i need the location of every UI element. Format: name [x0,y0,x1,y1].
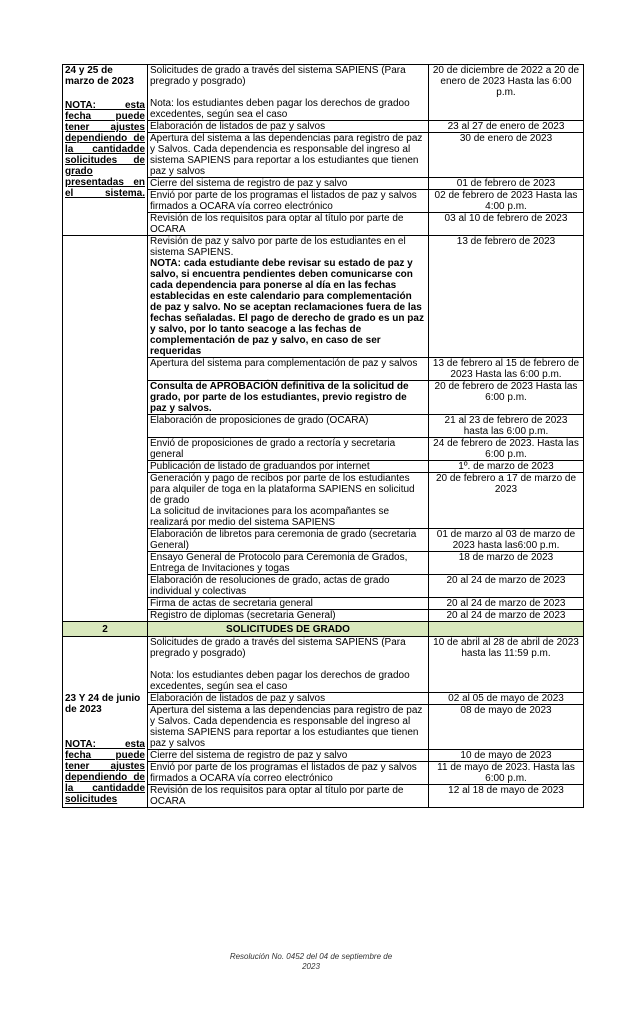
activity-cell: Firma de actas de secretaria general [148,598,429,610]
calendar-table [62,64,584,808]
activity-cell: Cierre del sistema de registro de paz y salvo [148,178,429,190]
date-cell: 10 de mayo de 2023 [429,750,584,762]
section-empty [429,622,584,637]
activity-cell: Elaboración de resoluciones de grado, actas de grado individual y colectivas [148,575,429,598]
activity-cell: Envió de proposiciones de grado a rectoría y secretaria general [148,438,429,461]
date-cell: 23 al 27 de enero de 2023 [429,121,584,133]
activity-cell: Apertura del sistema a las dependencias para registro de paz y Salvos. Cada dependencia es responsable del ingreso al sistema SAPIENS para reportar a los estudiantes que tienen paz y salvos [148,705,429,750]
activity-cell: Solicitudes de grado a través del sistema SAPIENS (Para pregrado y posgrado) Nota: los estudiantes deben pagar los derechos de gradoo excedentes, según sea el caso [148,637,429,693]
activity-cell: Envió por parte de los programas el listados de paz y salvos firmados a OCARA vía correo electrónico [148,762,429,785]
section-number: 2 [63,622,148,637]
section-title: SOLICITUDES DE GRADO [148,622,429,637]
activity-cell: Elaboración de listados de paz y salvos [148,121,429,133]
date-cell: 20 de diciembre de 2022 a 20 de enero de 2023 Hasta las 6:00 p.m. [429,65,584,121]
activity-cell: Registro de diplomas (secretaria General) [148,610,429,622]
period-note: NOTA: esta fecha puede tener ajustes dependiendo de la cantidadde solicitudes de grado presentadas en el sistema. [65,100,145,199]
table-row [63,236,584,358]
period-note: NOTA: esta fecha puede tener ajustes dependiendo de la cantidadde solicitudes [65,739,145,805]
activity-cell: Revisión de paz y salvo por parte de los estudiantes en el sistema SAPIENS. NOTA: cada estudiante debe revisar su estado de paz y salvo, si encuentra pendientes deben comunicarse con cada dependencia para ponerse al día en las fechas establecidas en este calendario para complementación de paz y salvo. No se aceptan reclamaciones fuera de las fechas señaladas. El pago de derecho de grado es un paz y salvo, por lo tanto seacoge a las fechas de complementación de paz y salvo, en caso de ser requeridas [148,236,429,358]
date-cell: 13 de febrero al 15 de febrero de 2023 Hasta las 6:00 p.m. [429,358,584,381]
activity-cell: Elaboración de libretos para ceremonia de grado (secretaria General) [148,529,429,552]
table-row [63,65,584,121]
date-cell: 21 al 23 de febrero de 2023 hasta las 6:00 p.m. [429,415,584,438]
activity-cell: Cierre del sistema de registro de paz y salvo [148,750,429,762]
activity-cell: Generación y pago de recibos por parte de los estudiantes para alquiler de toga en la plataforma SAPIENS en solicitud de grado La solicitud de invitaciones para los acompañantes se realizará por medio del sistema SAPIENS [148,473,429,529]
date-cell: 13 de febrero de 2023 [429,236,584,358]
activity-cell: Consulta de APROBACIÓN definitiva de la solicitud de grado, por parte de los estudiantes, previo registro de paz y salvos. [148,381,429,415]
period-cell [63,637,148,808]
date-cell: 02 de febrero de 2023 Hasta las 4:00 p.m. [429,190,584,213]
table-row [63,637,584,693]
footer-line-2: 2023 [302,962,320,971]
date-cell: 20 al 24 de marzo de 2023 [429,610,584,622]
page-footer [0,952,622,972]
date-cell: 20 al 24 de marzo de 2023 [429,575,584,598]
footer-line-1: Resolución No. 0452 del 04 de septiembre de [229,952,393,961]
date-cell: 18 de marzo de 2023 [429,552,584,575]
date-cell: 10 de abril al 28 de abril de 2023 hasta las 11:59 p.m. [429,637,584,693]
date-cell: 01 de marzo al 03 de marzo de 2023 hasta las6:00 p.m. [429,529,584,552]
period-date: 24 y 25 de marzo de 2023 [65,65,134,87]
date-cell: 03 al 10 de febrero de 2023 [429,213,584,236]
activity-cell: Revisión de los requisitos para optar al título por parte de OCARA [148,213,429,236]
activity-cell: Revisión de los requisitos para optar al título por parte de OCARA [148,785,429,808]
section-header-row [63,622,584,637]
activity-cell: Solicitudes de grado a través del sistema SAPIENS (Para pregrado y posgrado) Nota: los estudiantes deben pagar los derechos de gradoo excedentes, según sea el caso [148,65,429,121]
period-cell [63,65,148,236]
date-cell: 02 al 05 de mayo de 2023 [429,693,584,705]
activity-cell: Apertura del sistema para complementación de paz y salvos [148,358,429,381]
date-cell: 11 de mayo de 2023. Hasta las 6:00 p.m. [429,762,584,785]
date-cell: 30 de enero de 2023 [429,133,584,178]
date-cell: 20 de febrero de 2023 Hasta las 6:00 p.m. [429,381,584,415]
date-cell: 01 de febrero de 2023 [429,178,584,190]
date-cell: 12 al 18 de mayo de 2023 [429,785,584,808]
activity-cell: Elaboración de proposiciones de grado (OCARA) [148,415,429,438]
date-cell: 1º. de marzo de 2023 [429,461,584,473]
activity-cell: Apertura del sistema a las dependencias para registro de paz y Salvos. Cada dependencia es responsable del ingreso al sistema SAPIENS para reportar a los estudiantes que tienen paz y salvos [148,133,429,178]
date-cell: 20 al 24 de marzo de 2023 [429,598,584,610]
activity-cell: Publicación de listado de graduandos por internet [148,461,429,473]
activity-cell: Envió por parte de los programas el listados de paz y salvos firmados a OCARA vía correo electrónico [148,190,429,213]
activity-cell: Elaboración de listados de paz y salvos [148,693,429,705]
activity-cell: Ensayo General de Protocolo para Ceremonia de Grados, Entrega de Invitaciones y togas [148,552,429,575]
date-cell: 20 de febrero a 17 de marzo de 2023 [429,473,584,529]
date-cell: 24 de febrero de 2023. Hasta las 6:00 p.m. [429,438,584,461]
date-cell: 08 de mayo de 2023 [429,705,584,750]
period-date: 23 Y 24 de junio de 2023 [65,693,141,715]
period-cell-empty [63,236,148,622]
